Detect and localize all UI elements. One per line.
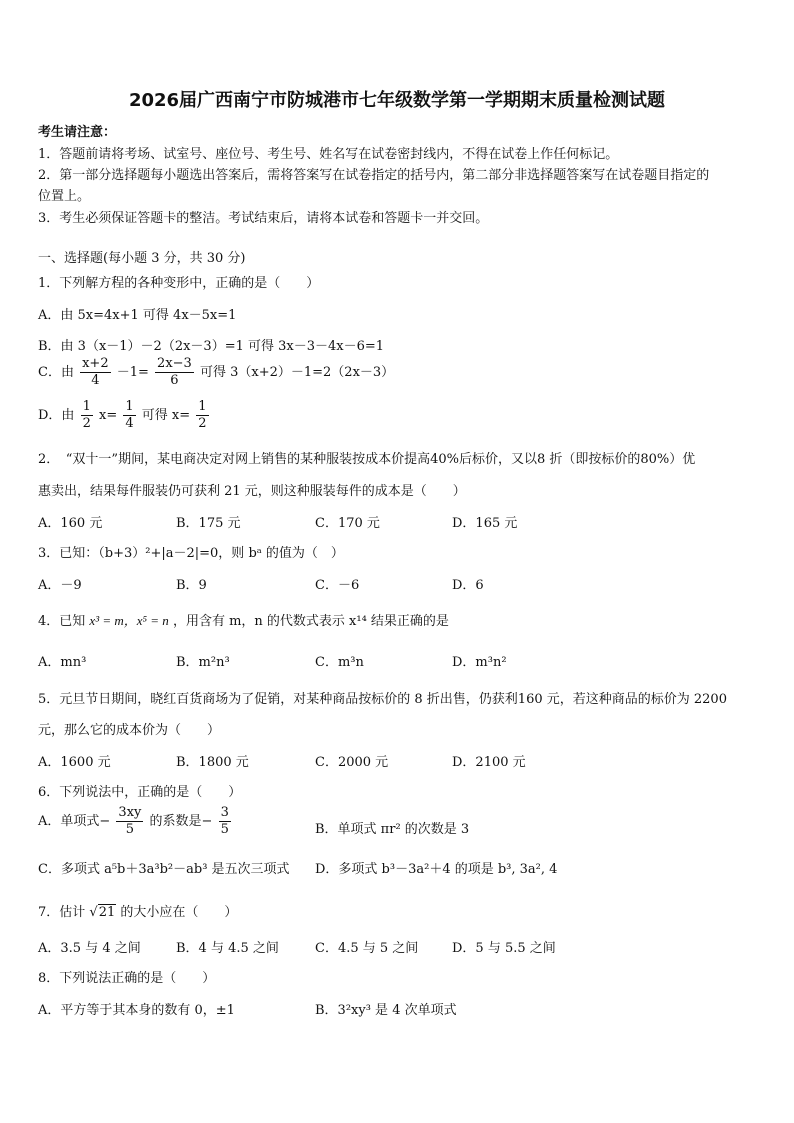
frac-den: 4	[125, 416, 134, 431]
frac-num: 1	[82, 399, 91, 414]
q7-option-c: C．4.5 与 5 之间	[315, 941, 419, 956]
notice-header: 考生请注意：	[38, 125, 117, 140]
q1-c-prefix: C．由	[38, 365, 74, 380]
q1-c-mid: －1=	[116, 365, 149, 380]
page-title: 2026届广西南宁市防城港市七年级数学第一学期期末质量检测试题	[128, 90, 666, 111]
q7-radicand: 21	[98, 905, 116, 920]
frac-num: x+2	[82, 356, 109, 371]
notice-item-3: 3．考生必须保证答题卡的整洁。考试结束后，请将本试卷和答题卡一并交回。	[38, 211, 489, 226]
notice-item-1: 1．答题前请将考场、试室号、座位号、考生号、姓名写在试卷密封线内，不得在试卷上作任何标记。	[38, 147, 619, 162]
q5-option-b: B．1800 元	[176, 755, 249, 770]
q6-option-a	[38, 805, 233, 838]
q4-condition: x³ = m，x⁵ = n	[89, 613, 169, 628]
q7-option-a: A．3.5 与 4 之间	[38, 941, 141, 956]
frac-num: 1	[125, 399, 134, 414]
q6-option-d: D．多项式 b³－3a²＋4 的项是 b³, 3a², 4	[315, 862, 558, 877]
q1-option-c	[38, 356, 394, 389]
q1-d-mid: 可得 x=	[141, 408, 191, 423]
q1-c-suffix: 可得 3（x+2）－1=2（2x－3）	[199, 365, 395, 380]
q1-stem: 1．下列解方程的各种变形中，正确的是（ ）	[38, 276, 320, 291]
q4-stem-prefix: 4．已知	[38, 614, 86, 629]
q5-option-a: A．1600 元	[38, 755, 111, 770]
q1-c-fraction-1	[80, 356, 111, 389]
q3-option-a: A．－9	[38, 578, 82, 593]
notice-item-2-cont: 位置上。	[38, 189, 91, 204]
frac-num: 3xy	[118, 805, 142, 820]
q1-d-x: x=	[99, 408, 118, 423]
frac-den: 6	[170, 373, 179, 388]
q8-option-b: B．3²xy³ 是 4 次单项式	[315, 1003, 457, 1018]
q2-stem-line1: 2． “双十一”期间，某电商决定对网上销售的某种服装按成本价提高40%后标价，又以8 折（即按标价的80%）优	[38, 452, 696, 467]
q1-option-d	[38, 399, 211, 432]
q1-d-fraction-3	[196, 399, 208, 432]
q1-option-a: A．由 5x=4x+1 可得 4x－5x=1	[38, 308, 237, 323]
q6-a-mid: 的系数是−	[149, 814, 213, 829]
sqrt-icon: √	[89, 905, 98, 920]
q3-stem: 3．已知：（b+3）²+|a－2|=0，则 bᵃ 的值为（ ）	[38, 546, 344, 561]
q4-stem	[38, 610, 449, 629]
q3-option-d: D．6	[452, 578, 484, 593]
q2-option-a: A．160 元	[38, 516, 103, 531]
q4-option-a: A．mn³	[38, 655, 87, 670]
q1-d-prefix: D．由	[38, 408, 75, 423]
frac-den: 5	[125, 822, 135, 837]
q2-stem-line2: 惠卖出，结果每件服装仍可获利 21 元，则这种服装每件的成本是（ ）	[38, 484, 466, 499]
q5-stem-line2: 元，那么它的成本价为（ ）	[38, 723, 221, 738]
q4-option-c: C．m³n	[315, 655, 364, 670]
frac-num: 3	[220, 805, 229, 820]
q6-a-fraction-2	[219, 805, 231, 838]
q2-option-c: C．170 元	[315, 516, 380, 531]
q2-option-d: D．165 元	[452, 516, 518, 531]
q6-option-b: B．单项式 πr² 的次数是 3	[315, 822, 470, 837]
q7-option-b: B．4 与 4.5 之间	[176, 941, 279, 956]
q7-stem-suffix: 的大小应在（ ）	[120, 905, 238, 920]
frac-den: 5	[220, 822, 229, 837]
q5-option-c: C．2000 元	[315, 755, 389, 770]
q4-option-d: D．m³n²	[452, 655, 507, 670]
q2-option-b: B．175 元	[176, 516, 241, 531]
q1-option-b: B．由 3（x－1）－2（2x－3）=1 可得 3x－3－4x－6=1	[38, 339, 385, 354]
q7-option-d: D．5 与 5.5 之间	[452, 941, 556, 956]
q6-option-c: C．多项式 a⁵b＋3a³b²－ab³ 是五次三项式	[38, 862, 290, 877]
q4-option-b: B．m²n³	[176, 655, 230, 670]
frac-den: 4	[91, 373, 100, 388]
q4-stem-suffix: ，用含有 m，n 的代数式表示 x¹⁴ 结果正确的是	[172, 614, 449, 629]
q1-c-fraction-2	[155, 356, 194, 389]
frac-den: 2	[198, 416, 207, 431]
frac-den: 2	[82, 416, 91, 431]
q3-option-c: C．－6	[315, 578, 360, 593]
notice-item-2: 2．第一部分选择题每小题选出答案后，需将答案写在试卷指定的括号内，第二部分非选择题答案写在试卷题目指定的	[38, 168, 710, 183]
q6-stem: 6．下列说法中，正确的是（ ）	[38, 785, 242, 800]
q6-a-prefix: A．单项式−	[38, 814, 111, 829]
frac-num: 1	[198, 399, 207, 414]
q5-option-d: D．2100 元	[452, 755, 526, 770]
q6-a-fraction-1	[116, 805, 143, 838]
q7-stem	[38, 901, 237, 920]
q8-stem: 8．下列说法正确的是（ ）	[38, 971, 216, 986]
q1-d-fraction-2	[123, 399, 135, 432]
q7-stem-prefix: 7．估计	[38, 905, 86, 920]
q3-option-b: B．9	[176, 578, 207, 593]
q5-stem-line1: 5．元旦节日期间，晓红百货商场为了促销，对某种商品按标价的 8 折出售，仍获利160 元，若这种商品的标价为 2200	[38, 692, 727, 707]
section-heading: 一、选择题(每小题 3 分，共 30 分)	[38, 251, 246, 266]
frac-num: 2x−3	[157, 356, 192, 371]
q1-d-fraction-1	[81, 399, 93, 432]
q8-option-a: A．平方等于其本身的数有 0，±1	[38, 1003, 235, 1018]
